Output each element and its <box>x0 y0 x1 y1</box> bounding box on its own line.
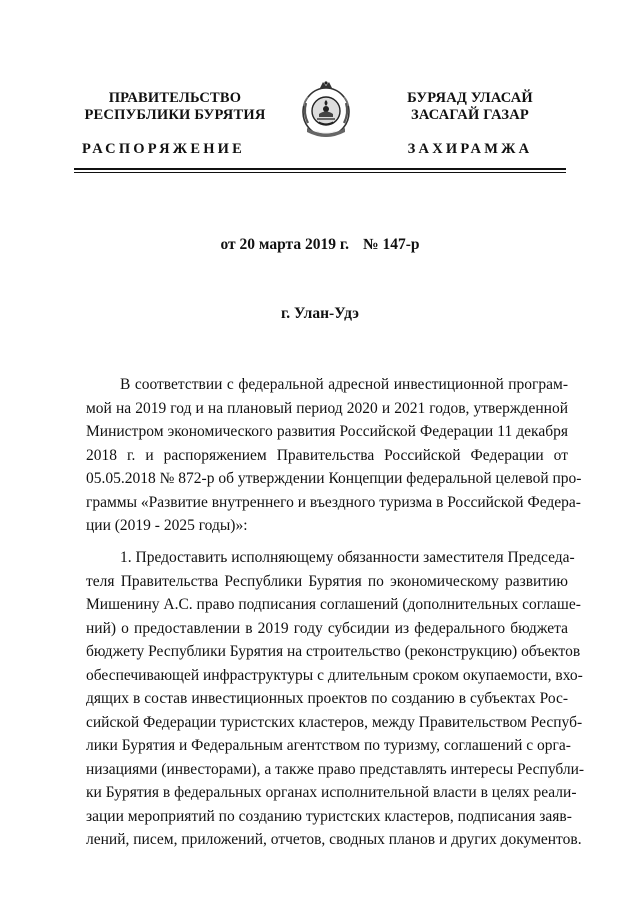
item-1-line: ки Бурятия в федеральных органах исполнительной власти в целях реали- <box>86 784 577 801</box>
item-1-line: обеспечивающей инфраструктуры с длительным сроком окупаемости, вхо- <box>86 666 583 684</box>
header-left-line2: РЕСПУБЛИКИ БУРЯТИЯ <box>84 107 266 123</box>
item-1-line: сийской Федерации туристских кластеров, между Правительством Респуб- <box>86 713 583 731</box>
preamble-paragraph <box>86 373 582 538</box>
item-1-line: 1. Предоставить исполняющему обязанности заместителя Председа- <box>120 549 575 566</box>
preamble-line: 05.05.2018 № 872-р об утверждении Концепции федеральной целевой про- <box>86 470 582 487</box>
item-1-line: лики Бурятия и Федеральным агентством по туризму, соглашений с орга- <box>86 737 571 754</box>
preamble-line: граммы «Развитие внутреннего и въездного туризма в Российской Федера- <box>86 493 581 511</box>
date-number-line <box>0 236 640 254</box>
preamble-line: В соответствии с федеральной адресной инвестиционной програм- <box>120 376 568 393</box>
preamble-line: мой на 2019 год и на плановый период 2020 и 2021 годов, утвержденной <box>86 399 568 417</box>
document-number: № 147-р <box>363 236 420 253</box>
item-1-line: зации мероприятий по созданию туристских кластеров, подписания заяв- <box>86 807 572 825</box>
header-left-line1: ПРАВИТЕЛЬСТВО <box>108 90 242 106</box>
item-1-line: дящих в состав инвестиционных проектов по созданию в субъектах Рос- <box>86 690 568 707</box>
item-1-paragraph <box>86 546 585 852</box>
item-1-line: ний) о предоставлении в 2019 году субсидии из федерального бюджета <box>86 619 568 637</box>
doc-type-left: РАСПОРЯЖЕНИЕ <box>82 141 246 157</box>
header-right-line1: БУРЯАД УЛАСАЙ <box>407 90 533 106</box>
item-1-line: теля Правительства Республики Бурятия по экономическому развитию <box>86 572 568 590</box>
item-1-line: бюджету Республики Бурятия на строительство (реконструкцию) объектов <box>86 643 581 660</box>
item-1-line: Мишенину А.С. право подписания соглашений (дополнительных соглаше- <box>86 596 581 613</box>
preamble-line: ции (2019 - 2025 годы)»: <box>86 517 248 534</box>
header-rule-thick <box>74 168 566 170</box>
header-right-line2: ЗАСАГАЙ ГАЗАР <box>411 107 529 123</box>
preamble-line: Министром экономического развития Российской Федерации 11 декабря <box>86 423 568 440</box>
item-1-line: низациями (инвесторами), а также право представлять интересы Республи- <box>86 760 585 778</box>
preamble-line: 2018 г. и распоряжением Правительства Российской Федерации от <box>86 446 568 464</box>
coat-of-arms-icon <box>298 79 354 139</box>
header-left <box>80 90 270 124</box>
doc-type-right: ЗАХИРАМЖА <box>407 141 533 157</box>
city: г. Улан-Удэ <box>280 305 359 322</box>
header-right <box>380 90 560 124</box>
header-rule-thin <box>74 172 566 173</box>
document-date: от 20 марта 2019 г. <box>220 236 349 253</box>
item-1-line: лений, писем, приложений, отчетов, сводных планов и других документов. <box>86 831 582 848</box>
